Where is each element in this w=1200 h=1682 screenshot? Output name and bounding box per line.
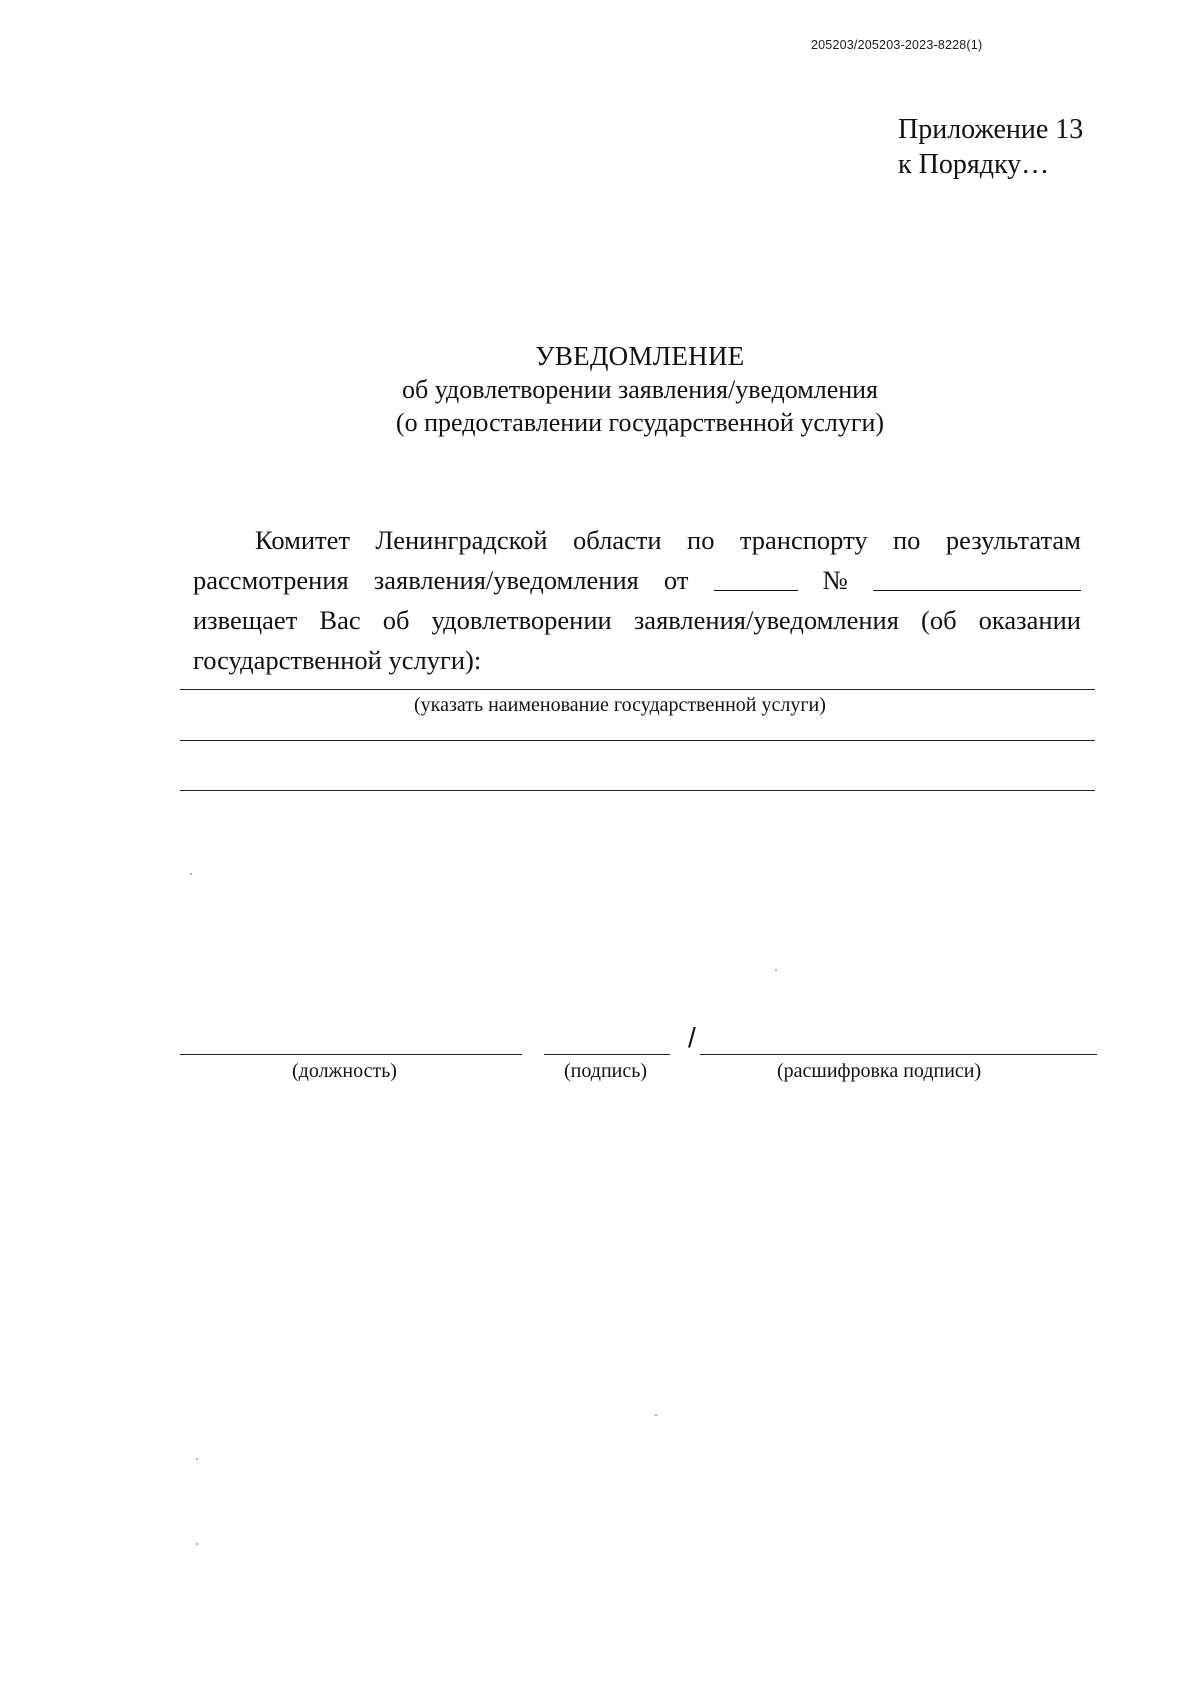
body-word: оказании — [978, 605, 1081, 635]
appendix-order: к Порядку… — [898, 149, 1050, 180]
signature-slash: / — [688, 1022, 696, 1053]
body-word: государственной услуги): — [193, 645, 482, 675]
body-word: от — [663, 565, 689, 595]
body-line-2 — [193, 560, 1081, 600]
body-line-1 — [193, 520, 1081, 560]
service-name-continuation-line[interactable] — [180, 790, 1095, 791]
body-word: результатам — [945, 525, 1081, 555]
body-word: рассмотрения — [193, 565, 349, 595]
title-block — [0, 340, 1200, 439]
body-line-3 — [193, 600, 1081, 640]
service-name-continuation-line[interactable] — [180, 740, 1095, 741]
number-sign: № — [822, 565, 848, 595]
body-word: удовлетворении — [431, 605, 612, 635]
signature-decoding-field-line[interactable] — [700, 1054, 1097, 1055]
document-title: УВЕДОМЛЕНИЕ — [535, 341, 745, 371]
body-word: транспорту — [739, 525, 868, 555]
body-word: Ленинградской — [375, 525, 548, 555]
body-word: Комитет — [255, 525, 350, 555]
scan-speck — [775, 969, 777, 971]
scan-speck — [196, 1543, 198, 1545]
position-field-line[interactable] — [180, 1054, 522, 1055]
body-word: области — [573, 525, 662, 555]
position-label: (должность) — [292, 1060, 397, 1082]
document-id: 205203/205203-2023-8228(1) — [811, 38, 983, 52]
document-subtitle: об удовлетворении заявления/уведомления — [401, 375, 879, 404]
body-word: извещает — [193, 605, 298, 635]
scan-speck — [190, 873, 192, 875]
document-subtitle-note: (о предоставлении государственной услуги) — [395, 408, 885, 437]
signature-label: (подпись) — [564, 1060, 648, 1082]
notice-body — [193, 520, 1081, 680]
signature-field-line[interactable] — [544, 1054, 670, 1055]
appendix-number: Приложение 13 — [898, 114, 1084, 145]
scan-speck — [196, 1458, 198, 1460]
body-word: Вас — [319, 605, 361, 635]
date-blank-field[interactable] — [714, 590, 798, 591]
body-word: заявления/уведомления — [633, 605, 899, 635]
service-name-hint: (указать наименование государственной услуги) — [414, 694, 826, 716]
body-word: по — [893, 525, 921, 555]
body-word: по — [687, 525, 715, 555]
service-name-field-line[interactable] — [180, 689, 1095, 690]
number-blank-field[interactable] — [873, 590, 1081, 591]
body-word: заявления/уведомления — [373, 565, 639, 595]
body-line-4 — [193, 640, 1081, 680]
signature-decoding-label: (расшифровка подписи) — [777, 1060, 982, 1082]
scan-speck — [655, 1414, 657, 1416]
body-word: об — [382, 605, 410, 635]
appendix-reference — [898, 112, 1083, 182]
body-word: (об — [921, 605, 957, 635]
